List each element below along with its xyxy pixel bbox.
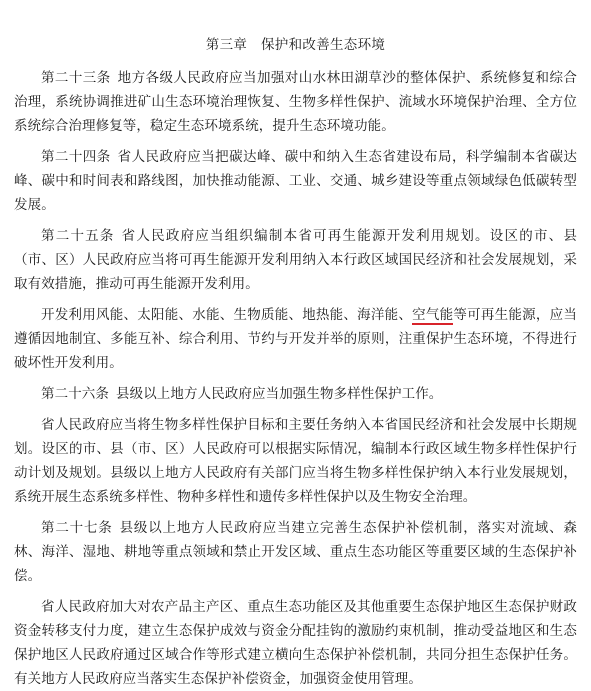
- red-underlined-term: 空气能: [412, 307, 454, 323]
- article-text: 省人民政府应当把碳达峰、碳中和纳入生态省建设布局，科学编制本省碳达峰、碳中和时间表和路线图，加快推动能源、工业、交通、城乡建设等重点领域绿色低碳转型发展。: [14, 149, 577, 213]
- paragraph-text-after-mark: 等可再生能源，应当遵循因地制宜、多能互补、综合利用、节约与开发并举的原则，注重保护生态环境，不得进行破坏性开发利用。: [14, 307, 577, 371]
- article-number: 第二十六条: [41, 386, 109, 402]
- article-25-paragraph: [14, 224, 577, 296]
- chapter-title: 第三章 保护和改善生态环境: [205, 37, 386, 53]
- article-26-paragraph: [14, 382, 577, 406]
- article-24-paragraph: [14, 145, 577, 217]
- article-27-clause-2-paragraph: [14, 595, 577, 691]
- article-number: 第二十七条: [41, 520, 113, 536]
- article-number: 第二十五条: [41, 228, 115, 244]
- article-text: 地方各级人民政府应当加强对山水林田湖草沙的整体保护、系统修复和综合治理，系统协调推进矿山生态环境治理恢复、生物多样性保护、流域水环境保护治理、全方位系统综合治理修复等，稳定生态环境系统，提升生态环境功能。: [14, 70, 577, 134]
- article-23-paragraph: [14, 66, 577, 138]
- article-number: 第二十三条: [41, 70, 111, 86]
- paragraph-text: 省人民政府加大对农产品主产区、重点生态功能区及其他重要生态保护地区生态保护财政资金转移支付力度，建立生态保护成效与资金分配挂钩的激励约束机制，推动受益地区和生态保护地区人民政府通过区域合作等形式建立横向生态保护补偿机制，共同分担生态保护任务。有关地方人民政府应当落实生态保护补偿资金，加强资金使用管理。: [14, 599, 577, 687]
- paragraph-text: 省人民政府应当将生物多样性保护目标和主要任务纳入本省国民经济和社会发展中长期规划。设区的市、县（市、区）人民政府可以根据实际情况，编制本行政区域生物多样性保护行动计划及规划。县级以上地方人民政府有关部门应当将生物多样性保护纳入本行业发展规划，系统开展生态系统多样性、物种多样性和遗传多样性保护以及生物安全治理。: [14, 417, 577, 505]
- article-number: 第二十四条: [41, 149, 111, 165]
- article-27-paragraph: [14, 516, 577, 588]
- article-text: 县级以上地方人民政府应当建立完善生态保护补偿机制，落实对流域、森林、海洋、湿地、耕地等重点领域和禁止开发区域、重点生态功能区等重要区域的生态保护补偿。: [14, 520, 578, 584]
- article-text: 省人民政府应当组织编制本省可再生能源开发利用规划。设区的市、县（市、区）人民政府应当将可再生能源开发利用纳入本行政区域国民经济和社会发展规划，采取有效措施，推动可再生能源开发利用。: [14, 228, 578, 292]
- article-26-clause-2-paragraph: [14, 413, 577, 509]
- article-25-clause-2-paragraph: [14, 303, 577, 375]
- article-text: 县级以上地方人民政府应当加强生物多样性保护工作。: [116, 386, 443, 402]
- paragraph-text-before-mark: 开发利用风能、太阳能、水能、生物质能、地热能、海洋能、: [41, 307, 413, 323]
